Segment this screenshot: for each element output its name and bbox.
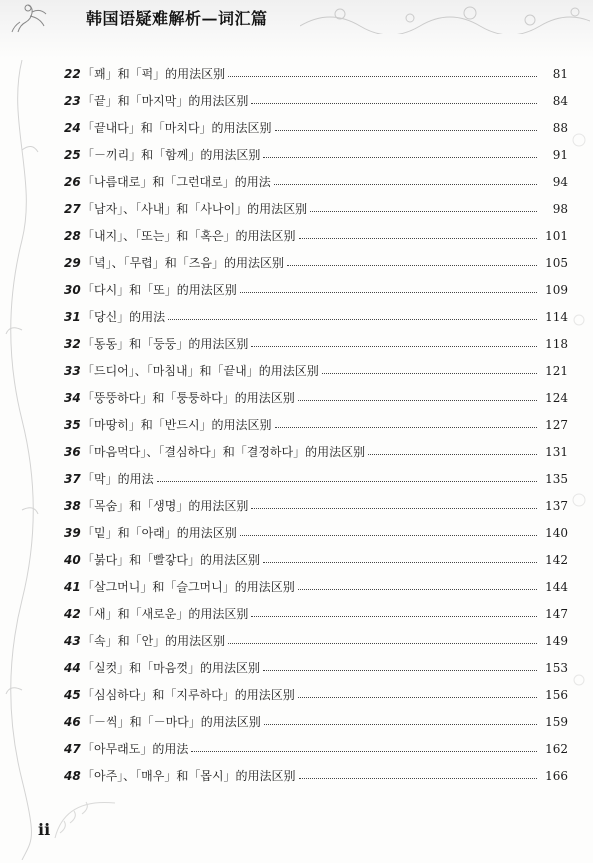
- footer-wreath-icon: [50, 788, 120, 848]
- toc-entry: [64, 465, 568, 492]
- toc-entry-title: 「당신」的用法: [82, 310, 166, 324]
- toc-entry-title: 「마땅히」和「반드시」的用法区别: [82, 418, 272, 432]
- toc-entry-number: 44: [64, 660, 81, 675]
- toc-entry: [64, 87, 568, 114]
- dot-leader: [368, 454, 537, 455]
- toc-entry-title: 「뚱뚱하다」和「퉁퉁하다」的用法区别: [82, 391, 295, 405]
- toc-entry-page: 147: [545, 606, 568, 621]
- toc-entry-page: 121: [545, 363, 568, 378]
- toc-entry-title: 「동동」和「둥둥」的用法区别: [82, 337, 249, 351]
- toc-entry-page: 118: [545, 336, 568, 351]
- toc-entry-number: 46: [64, 714, 81, 729]
- toc-entry-number: 40: [64, 552, 81, 567]
- book-title: 韩国语疑难解析—词汇篇: [86, 9, 268, 28]
- dot-leader: [299, 778, 537, 779]
- dot-leader: [299, 238, 537, 239]
- toc-entry-title: 「아무래도」的用法: [82, 742, 189, 756]
- toc-entry: [64, 249, 568, 276]
- dot-leader: [251, 346, 537, 347]
- toc-entry: [64, 330, 568, 357]
- toc-entry-number: 42: [64, 606, 81, 621]
- decorative-swirl-icon: [300, 4, 590, 34]
- dot-leader: [310, 211, 537, 212]
- toc-entry-page: 166: [545, 768, 568, 783]
- toc-entry: [64, 357, 568, 384]
- toc-entry-number: 47: [64, 741, 81, 756]
- toc-entry-number: 35: [64, 417, 81, 432]
- dot-leader: [298, 589, 537, 590]
- toc-entry-title: 「살그머니」和「슬그머니」的用法区别: [82, 580, 295, 594]
- dot-leader: [275, 427, 537, 428]
- toc-entry: [64, 168, 568, 195]
- toc-entry-title: 「심심하다」和「지루하다」的用法区别: [82, 688, 295, 702]
- toc-entry-title: 「목숨」和「생명」的用法区别: [82, 499, 249, 513]
- toc-entry: [64, 114, 568, 141]
- dot-leader: [240, 292, 537, 293]
- dot-leader: [322, 373, 537, 374]
- toc-entry-number: 25: [64, 147, 81, 162]
- toc-entry-number: 41: [64, 579, 81, 594]
- toc-entry-page: 162: [545, 741, 568, 756]
- toc-entry-number: 22: [64, 66, 81, 81]
- toc-entry: [64, 735, 568, 762]
- toc-entry-page: 94: [552, 174, 568, 189]
- toc-entry-number: 43: [64, 633, 81, 648]
- toc-entry: [64, 600, 568, 627]
- toc-entry-title: 「새」和「새로운」的用法区别: [82, 607, 249, 621]
- toc-entry-page: 91: [552, 147, 568, 162]
- toc-entry-page: 137: [545, 498, 568, 513]
- toc-entry-title: 「아주」、「매우」和「몹시」的用法区别: [82, 769, 296, 783]
- toc-entry-number: 27: [64, 201, 81, 216]
- dot-leader: [274, 184, 537, 185]
- toc-entry-number: 37: [64, 471, 81, 486]
- toc-entry: [64, 222, 568, 249]
- toc-entry: [64, 303, 568, 330]
- toc-entry-number: 33: [64, 363, 81, 378]
- toc-entry-title: 「다시」和「또」的用法区别: [82, 283, 237, 297]
- toc-entry: [64, 627, 568, 654]
- dot-leader: [191, 751, 537, 752]
- toc-entry-number: 24: [64, 120, 81, 135]
- toc-entry-title: 「남자」、「사내」和「사나이」的用法区别: [82, 202, 308, 216]
- toc-entry: [64, 519, 568, 546]
- toc-entry: [64, 492, 568, 519]
- toc-entry-title: 「밑」和「아래」的用法区别: [82, 526, 237, 540]
- toc-entry-title: 「끝」和「마지막」的用法区别: [82, 94, 249, 108]
- dot-leader: [263, 562, 537, 563]
- toc-entry: [64, 141, 568, 168]
- toc-entry-page: 101: [545, 228, 568, 243]
- dot-leader: [168, 319, 537, 320]
- toc-entry: [64, 60, 568, 87]
- toc-entry-page: 144: [545, 579, 568, 594]
- toc-entry: [64, 411, 568, 438]
- toc-entry-number: 32: [64, 336, 81, 351]
- toc-entry-number: 29: [64, 255, 81, 270]
- page-number: ii: [38, 820, 51, 839]
- toc-entry-page: 114: [545, 309, 568, 324]
- dot-leader: [287, 265, 537, 266]
- toc-entry: [64, 546, 568, 573]
- toc-entry-page: 153: [545, 660, 568, 675]
- dot-leader: [251, 508, 537, 509]
- toc-entry-page: 131: [545, 444, 568, 459]
- dot-leader: [275, 130, 537, 131]
- toc-entry-title: 「마음먹다」、「결심하다」和「결정하다」的用法区别: [82, 445, 366, 459]
- toc-entry-page: 84: [552, 93, 568, 108]
- toc-entry-page: 127: [545, 417, 568, 432]
- toc-entry-title: 「녘」、「무렵」和「즈음」的用法区别: [82, 256, 284, 270]
- toc-entry-title: 「실컷」和「마음껏」的用法区别: [82, 661, 260, 675]
- toc-entry-number: 28: [64, 228, 81, 243]
- dot-leader: [228, 76, 537, 77]
- toc-entry-number: 23: [64, 93, 81, 108]
- toc-entry-number: 30: [64, 282, 81, 297]
- right-floral-decoration-icon: [565, 60, 593, 820]
- toc-entry-page: 124: [545, 390, 568, 405]
- toc-entry-page: 88: [552, 120, 568, 135]
- toc-entry-title: 「－끼리」和「함께」的用法区别: [82, 148, 261, 162]
- toc-entry-title: 「막」的用法: [82, 472, 154, 486]
- toc-entry-title: 「끝내다」和「마치다」的用法区别: [82, 121, 272, 135]
- toc-entry: [64, 654, 568, 681]
- toc-entry-page: 98: [552, 201, 568, 216]
- toc-entry-page: 149: [545, 633, 568, 648]
- toc-entry-page: 156: [545, 687, 568, 702]
- toc-entry-page: 140: [545, 525, 568, 540]
- dot-leader: [251, 103, 537, 104]
- toc-entry-page: 135: [545, 471, 568, 486]
- dot-leader: [263, 670, 537, 671]
- toc-entry-page: 105: [545, 255, 568, 270]
- toc-entry: [64, 762, 568, 789]
- toc-entry-number: 45: [64, 687, 81, 702]
- toc-entry-title: 「붉다」和「빨갛다」的用法区别: [82, 553, 260, 567]
- dot-leader: [228, 643, 537, 644]
- left-vine-decoration-icon: [2, 60, 42, 860]
- dot-leader: [251, 616, 537, 617]
- toc-entry: [64, 573, 568, 600]
- toc-entry: [64, 438, 568, 465]
- toc-entry-number: 39: [64, 525, 81, 540]
- toc-entry-page: 142: [545, 552, 568, 567]
- table-of-contents: [64, 60, 568, 789]
- dot-leader: [298, 697, 537, 698]
- toc-entry: [64, 276, 568, 303]
- toc-entry: [64, 708, 568, 735]
- toc-entry: [64, 195, 568, 222]
- toc-entry-title: 「나름대로」和「그런대로」的用法: [82, 175, 271, 189]
- fairy-illustration-icon: [10, 2, 50, 36]
- toc-entry-title: 「내지」、「또는」和「혹은」的用法区别: [82, 229, 296, 243]
- dot-leader: [298, 400, 537, 401]
- toc-entry-number: 26: [64, 174, 81, 189]
- toc-entry-number: 36: [64, 444, 81, 459]
- toc-entry-title: 「속」和「안」的用法区别: [82, 634, 226, 648]
- dot-leader: [263, 157, 537, 158]
- toc-entry-page: 81: [552, 66, 568, 81]
- toc-entry-title: 「드디어」、「마침내」和「끝내」的用法区别: [82, 364, 319, 378]
- toc-entry-title: 「꽤」和「퍽」的用法区别: [82, 67, 226, 81]
- dot-leader: [157, 481, 537, 482]
- toc-entry-number: 48: [64, 768, 81, 783]
- toc-entry-number: 38: [64, 498, 81, 513]
- toc-entry-page: 109: [545, 282, 568, 297]
- dot-leader: [264, 724, 537, 725]
- toc-entry: [64, 384, 568, 411]
- toc-entry-number: 34: [64, 390, 81, 405]
- dot-leader: [240, 535, 537, 536]
- toc-entry-page: 159: [545, 714, 568, 729]
- toc-entry-number: 31: [64, 309, 81, 324]
- toc-entry: [64, 681, 568, 708]
- toc-entry-title: 「－씩」和「－마다」的用法区别: [82, 715, 261, 729]
